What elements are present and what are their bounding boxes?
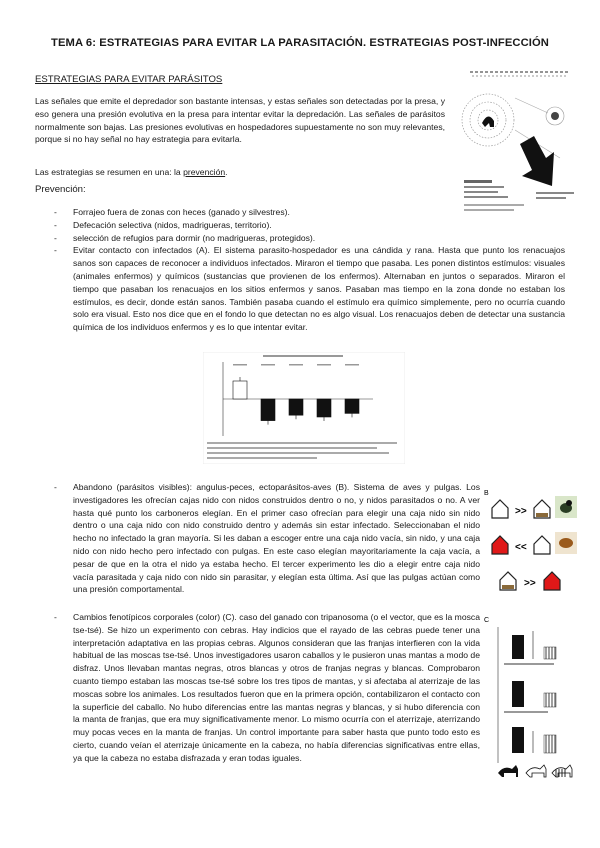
figure-c-label: C xyxy=(484,617,490,624)
summary-end: . xyxy=(225,167,228,177)
page-title: TEMA 6: ESTRATEGIAS PARA EVITAR LA PARASITACIÓN. ESTRATEGIAS POST-INFECCIÓN xyxy=(51,37,549,49)
list-item-abandono: - Abandono (parásitos visibles): angulus-peces, ectoparásitos-aves (B). Sistema de aves y pulgas. Los investigadores les ofrecían cajas nido con nidos construidos dentro o no, y nidos parasitados o no. A ver hasta qué punto los carboneros elegían. En el primer caso ofrecían para elegir una caja nido sin nido dentro o una caja nido con nido construido dentro y además sin estar infectado. Seleccionaban el nido hecho no infectado la gran mayoría. Si les daban a escoger entre una caja nido vacía, sin nido, y una caja nido con nido hecho pero infectado con pulgas. En este caso elegían mayoritariamente la caja vacía, a pesar de que en la otra el nido ya estaba hecho. El tercer experimento les dio a elegir entre caja nido vacía parasitada y caja nido con nido sin parasitar, y elegían esta última. Así que las pulgas actúan como una presión comportamental. xyxy=(50,481,480,596)
list-item: - Defecación selectiva (nidos, madrigueras, territorio). xyxy=(50,219,565,232)
preference-symbol: << xyxy=(515,542,527,553)
list-item: - Evitar contacto con infectados (A). El sistema parasito-hospedador es una cándida y rana. Hasta que punto los renacuajos sanos son capaces de reconocer a individuos infectados. Miraron el tiempo que pasaba. Les ponen distintos estímulos: visuales (animales enfermos) y químicos (sustancias que provienen de los enfermos). Alternaban en juntos o separados. Miraron el tiempo que pasaban los renacuajos en los sitios enfermos y sanos. Pasaban mas tiempo en la zona donde no estaban los estímulos, es decir, donde están sanos. También pasaba cuando el estímulo era químico simplemente, pero no ocurría cuando solo era visual. Esto nos dice que en el fondo lo que detectan no es algo visual. Los renacuajos deben de detectar una sustancia química de los individuos enfermos y es lo que intentar evitar. xyxy=(50,244,565,334)
chart-category-label xyxy=(289,364,303,366)
nest-box-figure xyxy=(482,486,578,596)
list-item: - selección de refugios para dormir (no madrigueras, protegidos). xyxy=(50,232,565,245)
prevention-list xyxy=(50,206,565,334)
intro-paragraph: Las señales que emite el depredador son bastante intensas, y estas señales son detectadas por la presa, y eso genera una presión evolutiva en la presa para intentar evitar la depredación. Las señales de parásitos normalmente son bajas. Las presiones evolutivas en hospedadores supuestamente no son muy relevantes, porque si no hay señal no hay estrategia para evitarla. xyxy=(35,96,445,145)
zebra-blanket-figure xyxy=(482,613,578,785)
list-item-cambios: - Cambios fenotípicos corporales (color) (C). caso del ganado con tripanosoma (o el vector, que es la mosca tse-tsé). Se hizo un experimento con cebras. Hay indicios que el rayado de las cebras puede tener una interpretación adaptativa en las propias cebras. Algunos consideran que las franjas interfieren con la vida habitual de las moscas tse-tsé. Unos investigadores usaron caballos y le pusieron unas mantas a modo de disfraz. Unos llevaban mantas negras, otros blancas y otros de franjas negras y blancas. Comprobaron cuanto tiempo estaban las moscas tse-tsé sobre los tres tipos de mantas, y si afectaba al aterrizaje de las moscas sobre los animales. Los resultados fueron que en la primera opción, contabilizaron el contacto con la superficie del caballo. No hubo diferencias entre las mantas negras y blancas, y si hubo diferencia con la manta de franjas, que era muy significativamente menor. Lo mismo ocurría con el aterrizaje, aterrizando muy pocas veces en la manta de franjas. Un control importante para saber hasta que punto todo esto es cierto, cuando veían el aterrizaje únicamente en la cabeza, no había diferencias significativas entre ellas, ya que la cabeza no estaba disfrazada y eran todas iguales. xyxy=(50,611,480,765)
chart-bar xyxy=(261,399,275,421)
preference-symbol: >> xyxy=(524,578,536,589)
prevention-label: Prevención: xyxy=(35,184,86,195)
chart-bar xyxy=(345,399,359,413)
section-heading: ESTRATEGIAS PARA EVITAR PARÁSITOS xyxy=(35,74,223,85)
summary-text: Las estrategias se resumen en una: la xyxy=(35,167,184,177)
list-item: - Forrajeo fuera de zonas con heces (ganado y silvestres). xyxy=(50,206,565,219)
chart-bar xyxy=(317,399,331,417)
summary-paragraph xyxy=(35,166,445,179)
tadpole-chart xyxy=(203,352,405,464)
predator-signal-figure xyxy=(460,68,580,218)
chart-category-label xyxy=(345,364,359,366)
chart-category-label xyxy=(233,364,247,366)
chart-category-label xyxy=(261,364,275,366)
figure-b-label: B xyxy=(484,490,489,497)
prevention-keyword: prevención xyxy=(183,167,226,177)
chart-bar xyxy=(289,399,303,415)
chart-category-label xyxy=(317,364,331,366)
preference-symbol: >> xyxy=(515,506,527,517)
chart-bar xyxy=(233,381,247,399)
